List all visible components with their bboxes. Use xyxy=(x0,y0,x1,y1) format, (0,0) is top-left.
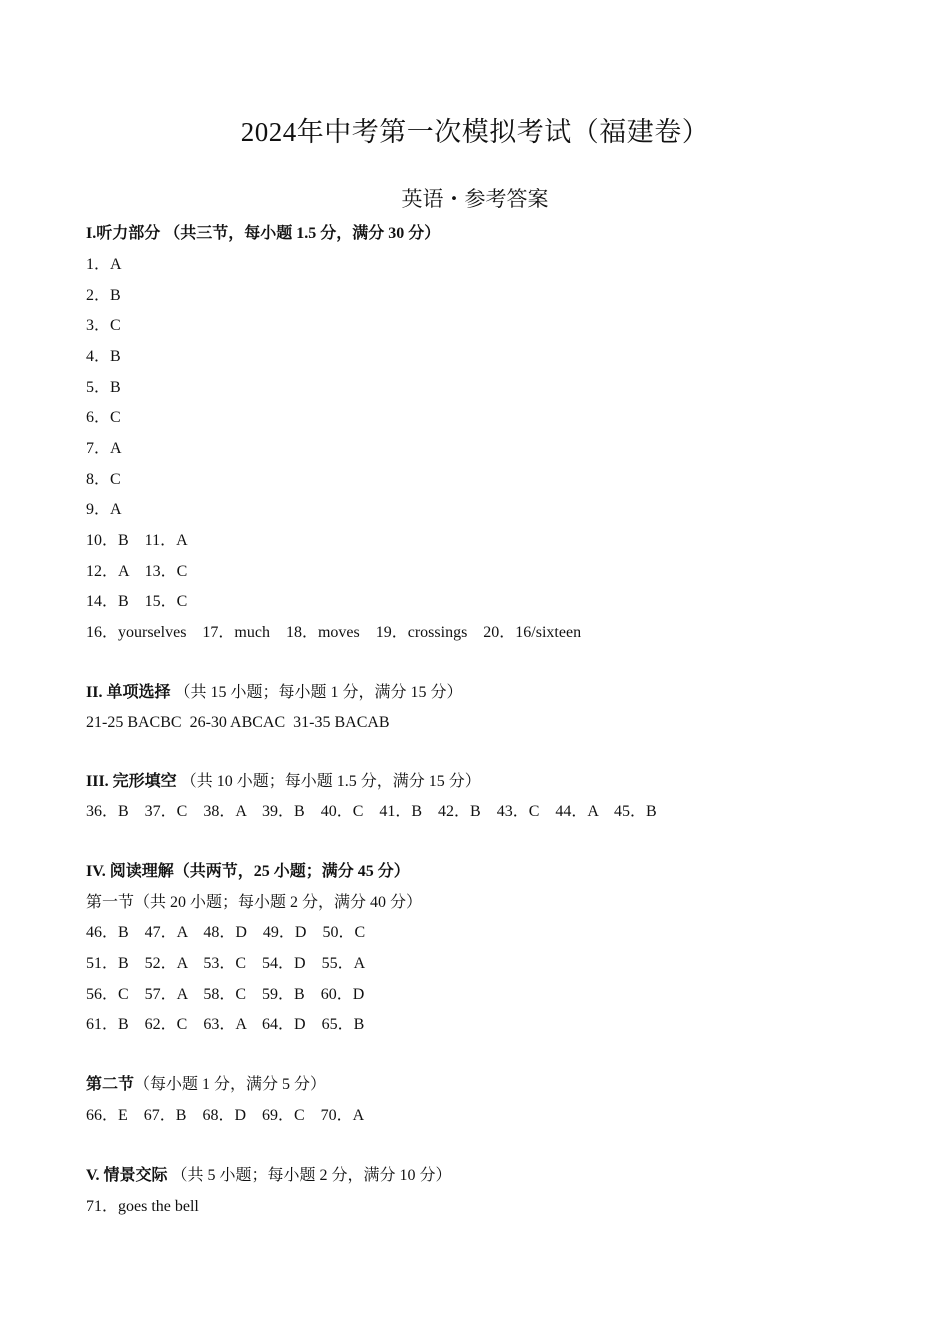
answer-line: 36．B 37．C 38．A 39．B 40．C 41．B 42．B 43．C 44．A 45．B xyxy=(86,803,657,820)
answer-line: 16．yourselves 17．much 18．moves 19．crossings 20．16/sixteen xyxy=(86,624,582,641)
page-title: 2024年中考第一次模拟考试（福建卷） xyxy=(240,117,710,147)
answer-line: 14．B 15．C xyxy=(86,593,188,610)
section-5-note: （共 5 小题；每小题 2 分，满分 10 分） xyxy=(171,1167,452,1184)
section-3-note: （共 10 小题；每小题 1.5 分，满分 15 分） xyxy=(180,773,481,790)
section-4-part-2 xyxy=(86,1074,326,1096)
section-3-title: III. 完形填空 xyxy=(86,773,177,790)
section-2-heading xyxy=(86,682,462,704)
answer-line: 71．goes the bell xyxy=(86,1198,199,1215)
answer-line: 51．B 52．A 53．C 54．D 55．A xyxy=(86,955,366,972)
answer-line: 21-25 BACBC 26-30 ABCAC 31-35 BACAB xyxy=(86,714,390,731)
section-4-part-1: 第一节（共 20 小题；每小题 2 分，满分 40 分） xyxy=(86,894,423,911)
answer-line: 56．C 57．A 58．C 59．B 60．D xyxy=(86,986,365,1003)
answer-line: 10．B 11．A xyxy=(86,532,188,549)
section-1-heading: I.听力部分 （共三节，每小题 1.5 分，满分 30 分） xyxy=(86,225,441,242)
section-2-note: （共 15 小题；每小题 1 分，满分 15 分） xyxy=(174,684,463,701)
answer-line: 61．B 62．C 63．A 64．D 65．B xyxy=(86,1016,365,1033)
section-2-title: II. 单项选择 xyxy=(86,684,171,701)
answer-line: 6．C xyxy=(86,409,121,426)
answer-line: 46．B 47．A 48．D 49．D 50．C xyxy=(86,924,366,941)
section-4-part-2-title: 第二节 xyxy=(86,1076,135,1093)
answer-line: 9．A xyxy=(86,501,122,518)
section-4-part-2-note: （每小题 1 分，满分 5 分） xyxy=(134,1076,327,1093)
answer-line: 5．B xyxy=(86,379,121,396)
answer-line: 8．C xyxy=(86,471,121,488)
page-subtitle: 英语・参考答案 xyxy=(401,187,549,211)
section-4-heading: IV. 阅读理解（共两节，25 小题；满分 45 分） xyxy=(86,863,410,880)
answer-line: 2．B xyxy=(86,287,121,304)
answer-line: 4．B xyxy=(86,348,121,365)
answer-line: 3．C xyxy=(86,317,121,334)
answer-line: 7．A xyxy=(86,440,122,457)
answer-line: 66．E 67．B 68．D 69．C 70．A xyxy=(86,1107,365,1124)
answer-line: 1．A xyxy=(86,256,122,273)
answer-line: 12．A 13．C xyxy=(86,563,188,580)
section-5-title: V. 情景交际 xyxy=(86,1167,168,1184)
section-5-heading xyxy=(86,1165,452,1187)
section-3-heading xyxy=(86,771,481,793)
